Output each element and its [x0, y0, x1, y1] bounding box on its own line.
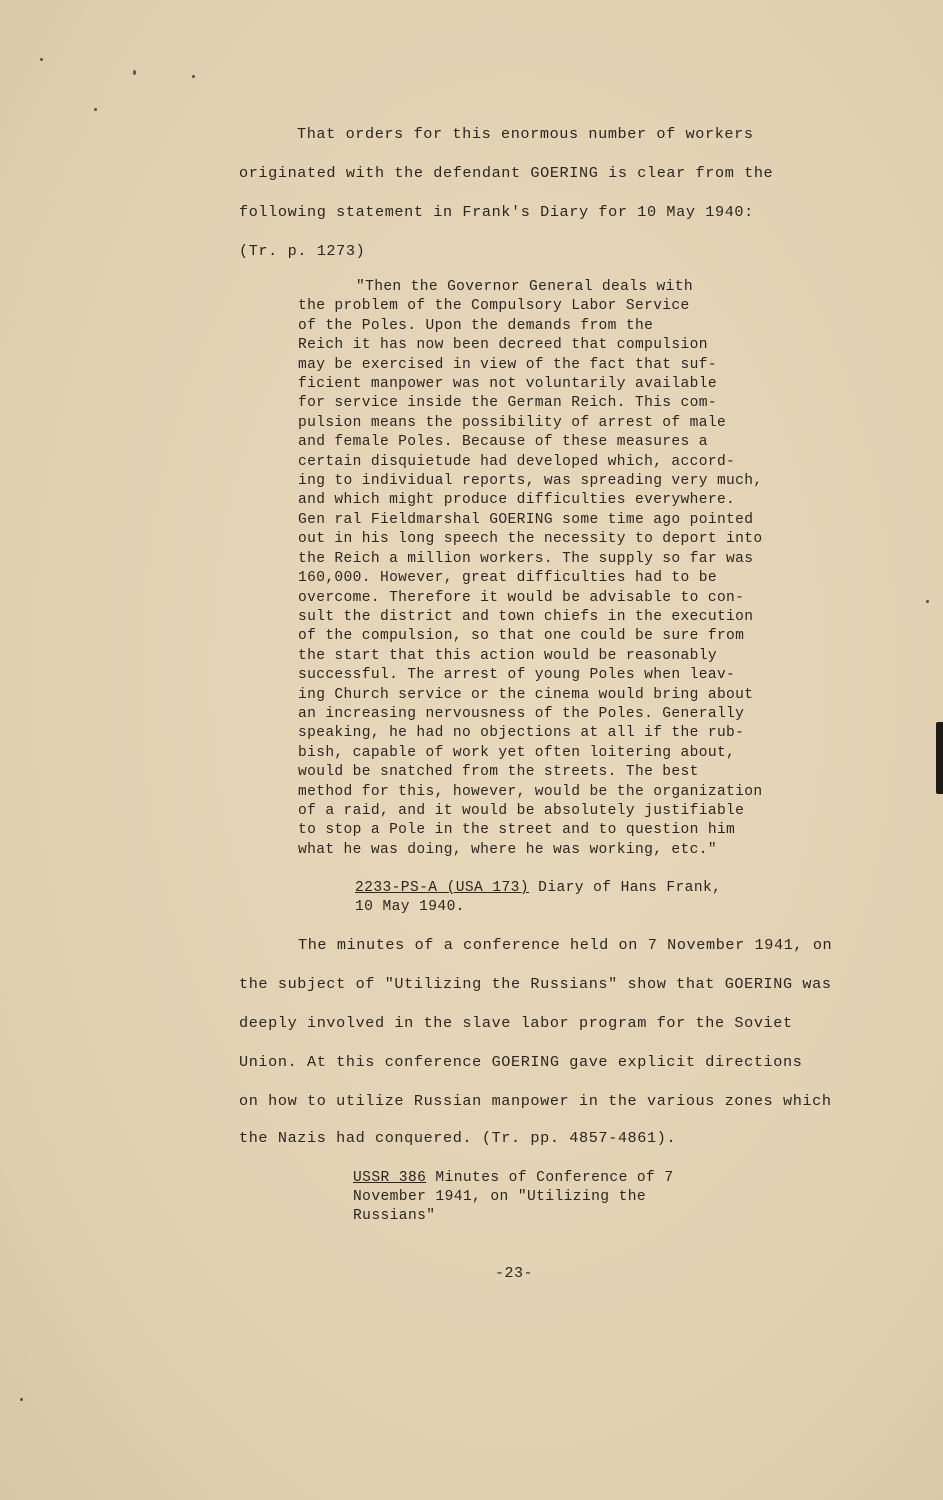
paper-speck — [926, 600, 929, 603]
quote-line: and female Poles. Because of these measures a — [298, 434, 708, 451]
paragraph-1-line-1: That orders for this enormous number of workers — [297, 125, 754, 143]
quote-line: may be exercised in view of the fact that suf- — [298, 356, 717, 373]
quote-line: ing to individual reports, was spreading very much, — [298, 473, 763, 490]
quote-line: of the compulsion, so that one could be sure from — [298, 628, 745, 645]
quote-line: of the Poles. Upon the demands from the — [298, 317, 654, 334]
quote-line: certain disquietude had developed which, accord- — [298, 453, 736, 470]
quote-line: bish, capable of work yet often loitering about, — [298, 744, 736, 761]
citation-2-ref: USSR 386 — [353, 1170, 427, 1186]
quote-line: what he was doing, where he was working, etc." — [298, 841, 717, 858]
citation-1-ref: 2233-PS-A (USA 173) — [355, 880, 529, 896]
paragraph-1-line-2: originated with the defendant GOERING is clear from the — [239, 164, 774, 182]
paragraph-2-line-3: deeply involved in the slave labor program for the Soviet — [239, 1014, 793, 1032]
paragraph-2-line-5: on how to utilize Russian manpower in the various zones which — [239, 1092, 832, 1110]
citation-1 — [355, 879, 721, 917]
quote-line: sult the district and town chiefs in the execution — [298, 608, 754, 625]
quote-line: out in his long speech the necessity to deport into — [298, 531, 763, 548]
quote-line: of a raid, and it would be absolutely justifiable — [298, 802, 745, 819]
paragraph-2-line-4: Union. At this conference GOERING gave explicit directions — [239, 1053, 803, 1071]
citation-2-text-line-1: Minutes of Conference of 7 — [426, 1170, 674, 1186]
quote-line: Reich it has now been decreed that compulsion — [298, 337, 708, 354]
quote-line: and which might produce difficulties everywhere. — [298, 492, 736, 509]
paper-speck — [20, 1398, 23, 1401]
block-quote — [298, 278, 763, 860]
quote-line: the problem of the Compulsory Labor Service — [298, 298, 690, 315]
paper-speck — [94, 108, 97, 111]
citation-1-text-line-2: 10 May 1940. — [355, 899, 465, 915]
paper-speck — [192, 75, 195, 78]
edge-binding-mark — [936, 722, 943, 794]
citation-2-text-line-3: Russians" — [353, 1208, 436, 1224]
paragraph-1-line-3: following statement in Frank's Diary for 10 May 1940: — [239, 203, 754, 221]
quote-line: for service inside the German Reich. This com- — [298, 395, 717, 412]
quote-line: would be snatched from the streets. The best — [298, 764, 699, 781]
page-number: -23- — [495, 1265, 534, 1282]
quote-line: the Reich a million workers. The supply so far was — [298, 550, 754, 567]
paper-speck — [40, 58, 43, 61]
quote-line: the start that this action would be reasonably — [298, 647, 717, 664]
paragraph-2-line-6: the Nazis had conquered. (Tr. pp. 4857-4861). — [239, 1129, 677, 1147]
quote-line: ficient manpower was not voluntarily available — [298, 376, 717, 393]
citation-2 — [353, 1169, 674, 1226]
quote-line: speaking, he had no objections at all if the rub- — [298, 725, 745, 742]
citation-2-text-line-2: November 1941, on "Utilizing the — [353, 1189, 647, 1205]
quote-line: "Then the Governor General deals with — [356, 279, 693, 295]
quote-line: successful. The arrest of young Poles when leav- — [298, 667, 736, 684]
paper-speck — [133, 70, 136, 75]
quote-line: Gen ral Fieldmarshal GOERING some time ago pointed — [298, 511, 754, 528]
paragraph-2-line-1: The minutes of a conference held on 7 November 1941, on — [298, 936, 833, 954]
quote-line: overcome. Therefore it would be advisable to con- — [298, 589, 745, 606]
paragraph-2-line-2: the subject of "Utilizing the Russians" show that GOERING was — [239, 975, 832, 993]
quote-line: to stop a Pole in the street and to question him — [298, 822, 736, 839]
quote-line: 160,000. However, great difficulties had to be — [298, 570, 717, 587]
quote-line: method for this, however, would be the organization — [298, 783, 763, 800]
quote-line: an increasing nervousness of the Poles. Generally — [298, 705, 745, 722]
quote-line: ing Church service or the cinema would bring about — [298, 686, 754, 703]
quote-line: pulsion means the possibility of arrest of male — [298, 414, 727, 431]
citation-1-text-line-1: Diary of Hans Frank, — [529, 880, 722, 896]
paragraph-1-line-4: (Tr. p. 1273) — [239, 242, 366, 260]
